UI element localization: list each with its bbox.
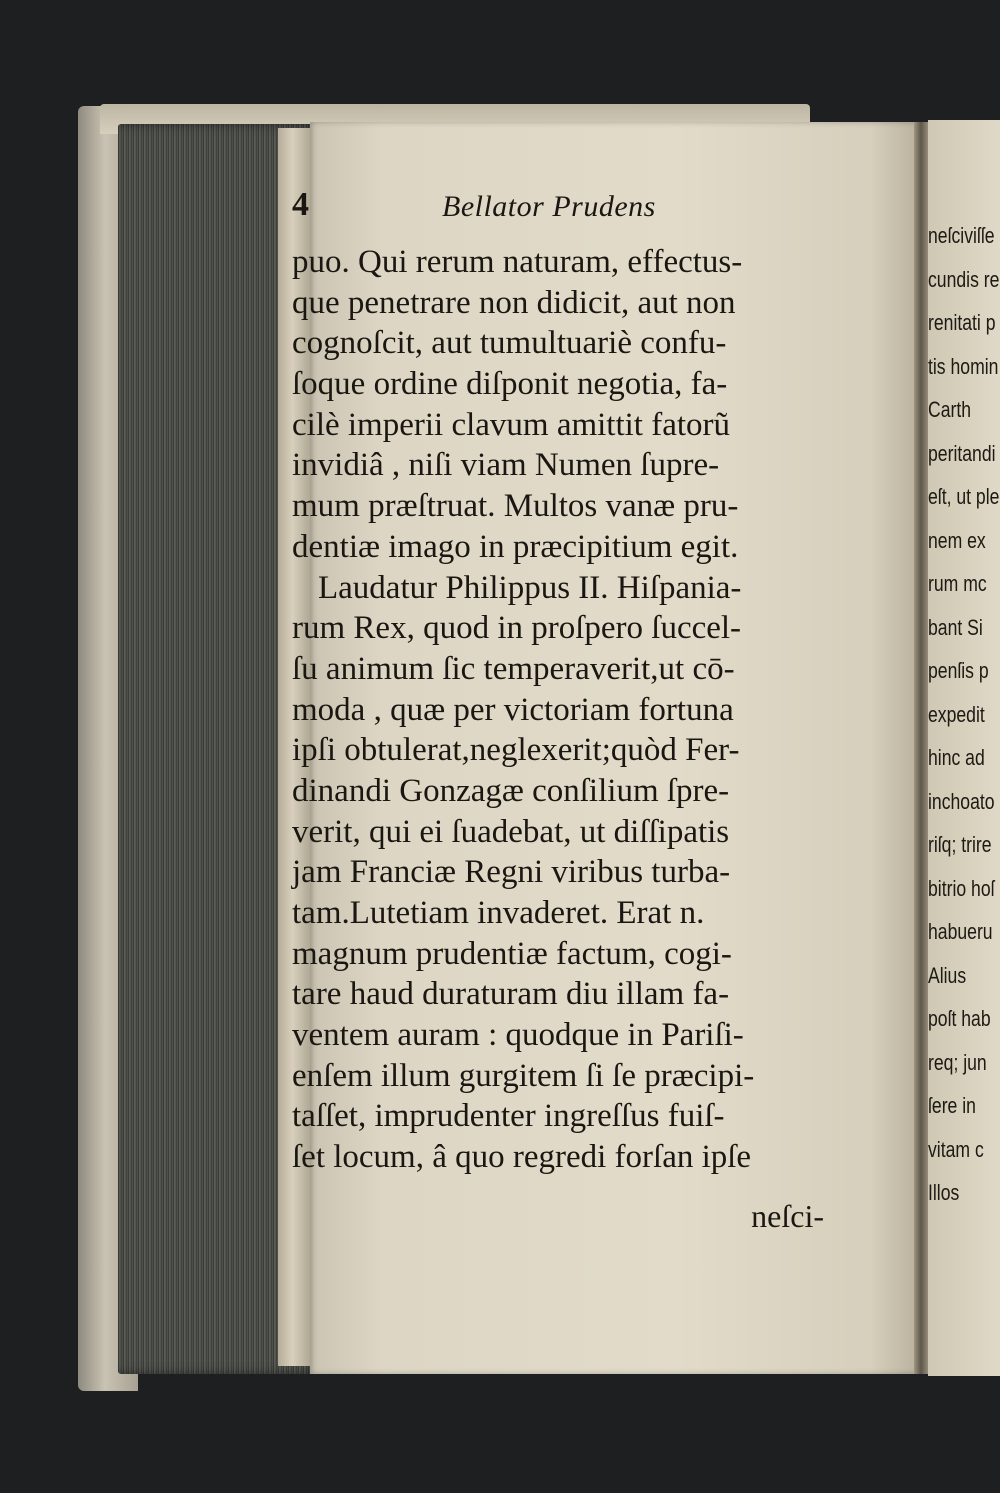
text-line: cognoſcit, aut tumultuariè confu- xyxy=(292,325,727,362)
text-line: cilè imperii clavum amittit fatorũ xyxy=(292,406,731,443)
text-line: ſu animum ſic temperaverit,ut cō- xyxy=(292,650,735,687)
text-line: tam.Lutetiam invaderet. Erat n. xyxy=(292,895,705,931)
text-line: moda , quæ per victoriam fortuna xyxy=(292,691,734,728)
facing-page-line: Illos xyxy=(928,1180,960,1205)
text-line: tare haud duraturam diu illam fa- xyxy=(292,976,730,1013)
facing-page-line: peritandi xyxy=(928,440,996,466)
facing-page-line: Alius xyxy=(928,962,967,988)
facing-page-line: inchoato xyxy=(928,788,995,814)
facing-page-fragments xyxy=(928,214,1000,1215)
book-gutter xyxy=(914,122,928,1374)
text-line: dinandi Gonzagæ conſilium ſpre- xyxy=(292,772,730,809)
text-line: ſet locum, â quo regredi forſan ipſe xyxy=(292,1139,752,1176)
text-line: verit, qui ei ſuadebat, ut diſſipatis xyxy=(292,813,730,850)
facing-page-line: renitati p xyxy=(928,310,996,335)
facing-page-line: riſq; trire xyxy=(928,832,992,857)
facing-page-line: nem ex xyxy=(928,527,986,553)
facing-page-line: tis homin xyxy=(928,353,999,379)
text-line: ipſi obtulerat,neglexerit;quòd Fer- xyxy=(292,732,740,769)
text-line: taſſet, imprudenter ingreſſus fuiſ- xyxy=(292,1098,725,1135)
facing-page-line: bant Si xyxy=(928,614,983,640)
facing-page-line: penſis p xyxy=(928,658,989,683)
text-line: puo. Qui rerum naturam, effectus- xyxy=(292,244,743,280)
text-line: mum præſtruat. Multos vanæ pru- xyxy=(292,488,739,525)
facing-page-line: expedit xyxy=(928,701,985,727)
page-header xyxy=(292,180,832,242)
text-line: rum Rex, quod in proſpero ſuccel- xyxy=(292,610,742,647)
facing-page-line: eſt, ut ple xyxy=(928,484,1000,509)
text-line: enſem illum gurgitem ſi ſe præcipi- xyxy=(292,1057,755,1094)
facing-page-line: neſciviſſe xyxy=(928,223,995,248)
facing-page-line: hinc ad xyxy=(928,745,985,770)
facing-page-line: Carth xyxy=(928,397,972,422)
facing-page-line: rum mc xyxy=(928,571,987,596)
facing-page-line: habueru xyxy=(928,919,993,944)
facing-page-line: cundis re xyxy=(928,266,1000,292)
text-line: invidiâ , niſi viam Numen ſupre- xyxy=(292,447,720,484)
text-line: magnum prudentiæ factum, cogi- xyxy=(292,935,732,972)
facing-page-line: ſere in xyxy=(928,1093,976,1118)
text-line: dentiæ imago in præcipitium egit. xyxy=(292,528,739,565)
catchword: neſci- xyxy=(751,1198,824,1234)
facing-page-line: vitam c xyxy=(928,1136,984,1162)
text-line: ventem auram : quodque in Pariſi- xyxy=(292,1017,744,1054)
running-head: Bellator Prudens xyxy=(442,190,656,223)
page-number: 4 xyxy=(292,186,309,223)
left-page-text xyxy=(292,180,832,1234)
text-line: ſoque ordine diſponit negotia, fa- xyxy=(292,366,728,403)
text-line: que penetrare non didicit, aut non xyxy=(292,284,736,321)
text-line: jam Franciæ Regni viribus turba- xyxy=(292,854,731,891)
text-lines xyxy=(292,242,832,1178)
facing-page-line: req; jun xyxy=(928,1049,987,1075)
text-line: Laudatur Philippus II. Hiſpania- xyxy=(318,569,742,606)
facing-page-line: poſt hab xyxy=(928,1006,991,1031)
facing-page-line: bitrio hoſ xyxy=(928,875,995,901)
